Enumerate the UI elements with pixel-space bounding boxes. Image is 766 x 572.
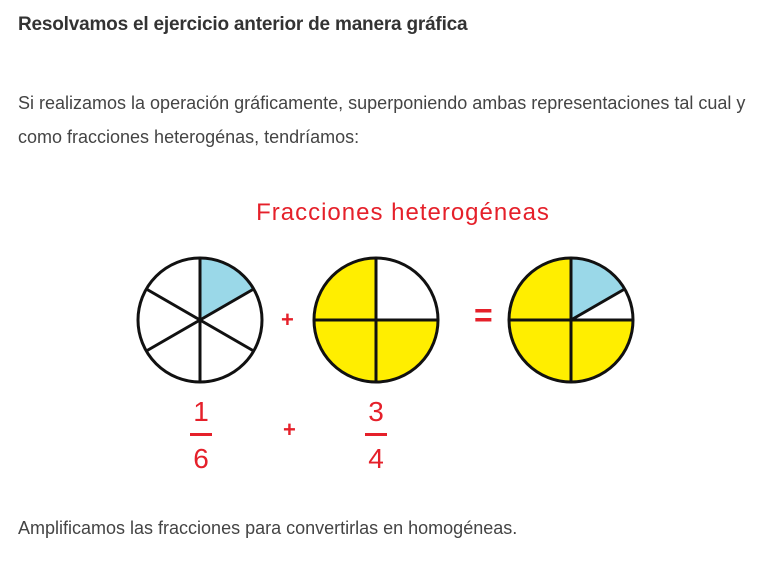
- fraction-three-quarters: [356, 395, 396, 476]
- figure-title: Fracciones heterogéneas: [256, 199, 550, 226]
- intro-paragraph: Si realizamos la operación gráficamente, superponiendo ambas representaciones tal cual y como fracciones heterogénas, tendríamos:: [18, 93, 746, 147]
- fraction-b-denominator: 4: [368, 443, 384, 474]
- quarters-circle: [310, 254, 442, 386]
- fraction-a-denominator: 6: [193, 443, 209, 474]
- fraction-a-bar: [190, 433, 212, 436]
- fraction-b-bar: [365, 433, 387, 436]
- fraction-a-numerator: 1: [193, 396, 209, 427]
- fraction-b-numerator: 3: [368, 396, 384, 427]
- plus-sign-bottom: +: [283, 417, 296, 442]
- fraction-figure: [0, 185, 766, 495]
- footer-paragraph: Amplificamos las fracciones para convertirlas en homogéneas.: [18, 518, 518, 538]
- superposed-circle: [505, 254, 637, 386]
- sixth-shaded-sector: [200, 258, 254, 320]
- equals-sign: =: [474, 297, 493, 333]
- superposed-blue-sector: [571, 258, 625, 320]
- plus-sign-top: +: [281, 307, 294, 332]
- section-heading: Resolvamos el ejercicio anterior de manera gráfica: [18, 14, 468, 35]
- sixths-circle: [134, 254, 266, 386]
- fraction-one-sixth: [181, 395, 221, 476]
